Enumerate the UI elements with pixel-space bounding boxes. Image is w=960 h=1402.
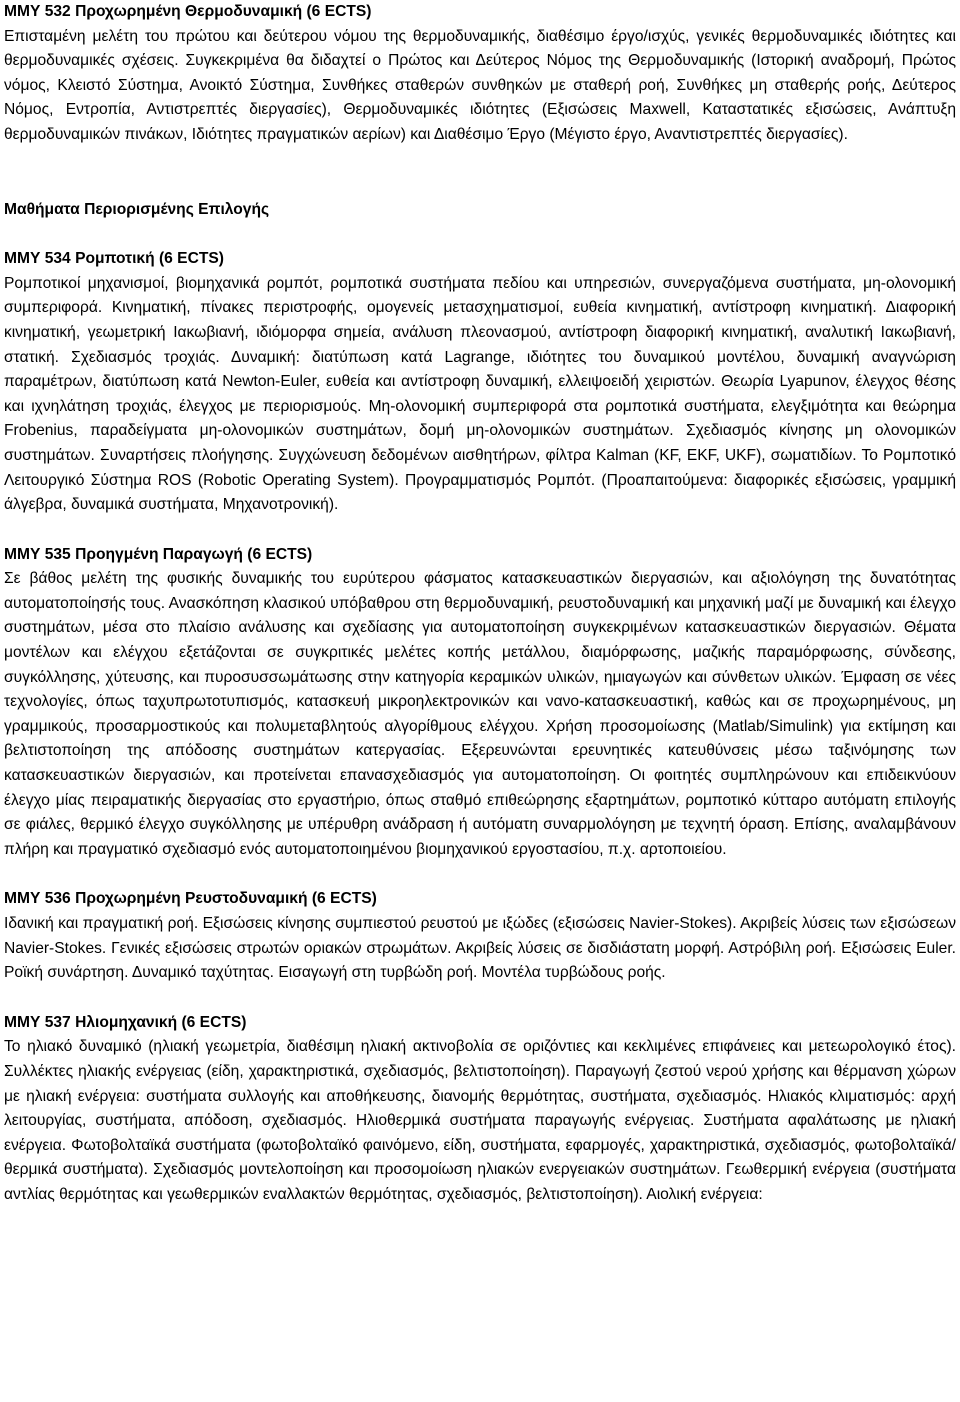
spacer — [4, 862, 956, 887]
spacer — [4, 518, 956, 543]
course-description: Ιδανική και πραγματική ροή. Εξισώσεις κίνησης συμπιεστού ρευστού με ιξώδες (εξισώσεις Navier-Stokes). Ακριβείς λύσεις των εξισώσεων Navier-Stokes. Γενικές εξισώσεις στρωτών οριακών στρωμάτων. Ακριβείς λύσεις σε δισδιάστατη μορφή. Αστρόβιλη ροή. Εξισώσεις Euler. Ροϊκή συνάρτηση. Δυναμικό ταχύτητας. Εισαγωγή στη τυρβώδη ροή. Μοντέλα τυρβώδους ροής. — [4, 915, 956, 982]
section-heading: Μαθήματα Περιορισμένης Επιλογής — [4, 200, 270, 218]
course-title: ΜΜΥ 532 Προχωρημένη Θερμοδυναμική (6 ECTS) — [4, 3, 372, 20]
course-description: Ρομποτικοί μηχανισμοί, βιομηχανικά ρομπότ, ρομποτικά συστήματα πεδίου και υπηρεσιών, συνεργαζόμενα συστήματα, μη-ολονομική συμπεριφορά. Κινηματική, πίνακες περιστροφής, ομογενείς μετασχηματισμοί, ευθεία κινηματική, αντίστροφη κινηματική. Διαφορική κινηματική, γεωμετρική Ιακωβιανή, ιδιόμορφα σημεία, ανάλυση πλεονασμού, αντίστροφη διαφορική κινηματική, αναλυτική Ιακωβιανή, στατική. Σχεδιασμός τροχιάς. Δυναμική: διατύπωση κατά Lagrange, ιδιότητες του δυναμικού μοντέλου, δυναμική αναγνώριση παραμέτρων, διατύπωση κατά Newton-Euler, ευθεία και αντίστροφη δυναμική, ελλειψοειδή χειριστών. Θεωρία Lyapunov, έλεγχος θέσης και ιχνηλάτηση τροχιάς, έλεγχος με περιορισμούς. Μη-ολονομική συμπεριφορά στα ρομποτικά συστήματα, ελεγξιμότητα και θεώρημα Frobenius, παραδείγματα μη-ολονομικών συστημάτων, δομή μη-ολονομικών συστημάτων. Σχεδιασμός κίνησης μη ολονομικών συστημάτων. Συναρτήσεις πλοήγησης. Συγχώνευση δεδομένων αισθητήρων, φίλτρα Kalman (KF, EKF, UKF), σωματιδίων. Το Ρομποτικό Λειτουργικό Σύστημα ROS (Robotic Operating System). Προγραμματισμός Ρομπότ. (Προαπαιτούμενα: διαφορικές εξισώσεις, γραμμική άλγεβρα, δυναμικά συστήματα, Μηχανοτρονική). — [4, 274, 956, 514]
document-page — [4, 0, 956, 1208]
course-description: Το ηλιακό δυναμικό (ηλιακή γεωμετρία, διαθέσιμη ηλιακή ακτινοβολία σε οριζόντιες και κεκλιμένες επιφάνειες και μετεωρολογικό έτος). Συλλέκτες ηλιακής ενέργειας (είδη, χαρακτηριστικά, σχεδιασμός, βελτιστοποίηση). Παραγωγή ζεστού νερού χρήσης και θέρμανση χώρων με ηλιακή ενέργεια: συστήματα συλλογής και αποθήκευσης, διανομής θερμότητας, συστήματα, σχεδιασμός. Ηλιακός κλιματισμός: αρχή λειτουργίας, συστήματα, απόδοση, σχεδιασμός. Ηλιοθερμικά συστήματα παραγωγής ενέργειας. Συστήματα αφαλάτωσης με ηλιακή ενέργεια. Φωτοβολταϊκά συστήματα (φωτοβολταϊκό φαινόμενο, είδη, συστήματα, εφαρμογές, χαρακτηριστικά, σχεδιασμός, φωτοβολταϊκά/θερμικά συστήματα). Σχεδιασμός μοντελοποίηση και προσομοίωση ηλιακών ενεργειακών συστημάτων. Γεωθερμική ενέργεια (συστήματα αντλίας θερμότητας και γεωθερμικών εναλλακτών θερμότητας, σχεδιασμός, βελτιστοποίηση). Αιολική ενέργεια: — [4, 1038, 956, 1203]
course-description: Σε βάθος μελέτη της φυσικής δυναμικής του ευρύτερου φάσματος κατασκευαστικών διεργασιών, και αξιολόγηση της δυνατότητας αυτοματοποίησής τους. Ανασκόπηση κλασικού υπόβαθρου στη θερμοδυναμική, ρευστοδυναμική και μηχανική μαζί με δυναμική και έλεγχο συστημάτων, μέσα στο πλαίσιο ανάλυσης και σχεδίασης για αυτοματοποίηση συγκεκριμένων κατασκευαστικών διεργασιών. Θέματα μοντέλων και ελέγχου εξετάζονται σε συγκριτικές μελέτες κοπής μετάλλου, διαμόρφωσης, μαζικής παραμόρφωσης, σύνδεσης, συγκόλλησης, χύτευσης, και πυροσυσσωμάτωσης στην κατηγορία κεραμικών υλικών, ημιαγωγών και σύνθετων υλικών. Έμφαση σε νέες τεχνολογίες, όπως ταχυπρωτοτυπισμός, κατασκευή μικροηλεκτρονικών και νανο-κατασκευαστική, καθώς και σε προχωρημένους, μη γραμμικούς, προσαρμοστικούς και πολυμεταβλητούς αλγορίθμους ελέγχου. Χρήση προσομοίωσης (Matlab/Simulink) για εκτίμηση και βελτιστοποίηση της απόδοσης συστημάτων κατεργασίας. Εξερευνώνται ερευνητικές κατευθύνσεις μέσω ταξινόμησης των κατασκευαστικών διεργασιών, και προτείνεται επανασχεδιασμός για αυτοματοποίηση. Οι φοιτητές συμπληρώνουν και επιδεικνύουν έλεγχο μίας πειραματικής διεργασίας στο εργαστήριο, όπως σταθμό επιθεώρησης εξαρτημάτων, ρομποτικό κύτταρο αυτόματη επιλογής σε φιάλες, θερμικό έλεγχο συγκόλλησης με υπέρυθρη ανάδραση ή αυτόματη συναρμολόγηση με τεχνητή όραση. Επίσης, αναλαμβάνουν πλήρη και πραγματικό σχεδιασμό ενός αυτοματοποιημένου βιομηχανικού εργοστασίου, π.χ. αρτοποιείου. — [4, 570, 956, 858]
course-title: ΜΜΥ 534 Ρομποτική (6 ECTS) — [4, 250, 224, 268]
spacer — [4, 148, 956, 198]
course-title: ΜΜΥ 535 Προηγμένη Παραγωγή (6 ECTS) — [4, 545, 313, 563]
course-mmy535 — [4, 543, 956, 863]
course-title: ΜΜΥ 537 Ηλιομηχανική (6 ECTS) — [4, 1013, 247, 1031]
course-mmy534 — [4, 247, 956, 518]
course-mmy532 — [4, 0, 956, 148]
course-title: ΜΜΥ 536 Προχωρημένη Ρευστοδυναμική (6 ECTS) — [4, 890, 377, 908]
spacer — [4, 986, 956, 1011]
spacer — [4, 222, 956, 247]
course-mmy537 — [4, 1011, 956, 1208]
course-mmy536 — [4, 887, 956, 985]
course-description: Επισταμένη μελέτη του πρώτου και δεύτερου νόμου της θερμοδυναμικής, διαθέσιμο έργο/ισχύς, γενικές θερμοδυναμικές ιδιότητες και θερμοδυναμικές σχέσεις. Συγκεκριμένα θα διδαχτεί ο Πρώτος και Δεύτερος Νόμος της Θερμοδυναμικής (Ιστορική αναδρομή, Πρώτος νόμος, Κλειστό Σύστημα, Ανοικτό Σύστημα, Συνθήκες σταθερών συνθηκών με σταθερή ροή, Συνθήκες μη σταθερής ροής, Δεύτερος Νόμος, Εντροπία, Αντιστρεπτές διεργασίες), Θερμοδυναμικές ιδιότητες (Εξισώσεις Maxwell, Καταστατικές εξισώσεις, Ανάπτυξη θερμοδυναμικών πινάκων, Ιδιότητες πραγματικών αερίων) και Διαθέσιμο Έργο (Μέγιστο έργο, Αναντιστρεπτές διεργασίες). — [4, 27, 956, 143]
